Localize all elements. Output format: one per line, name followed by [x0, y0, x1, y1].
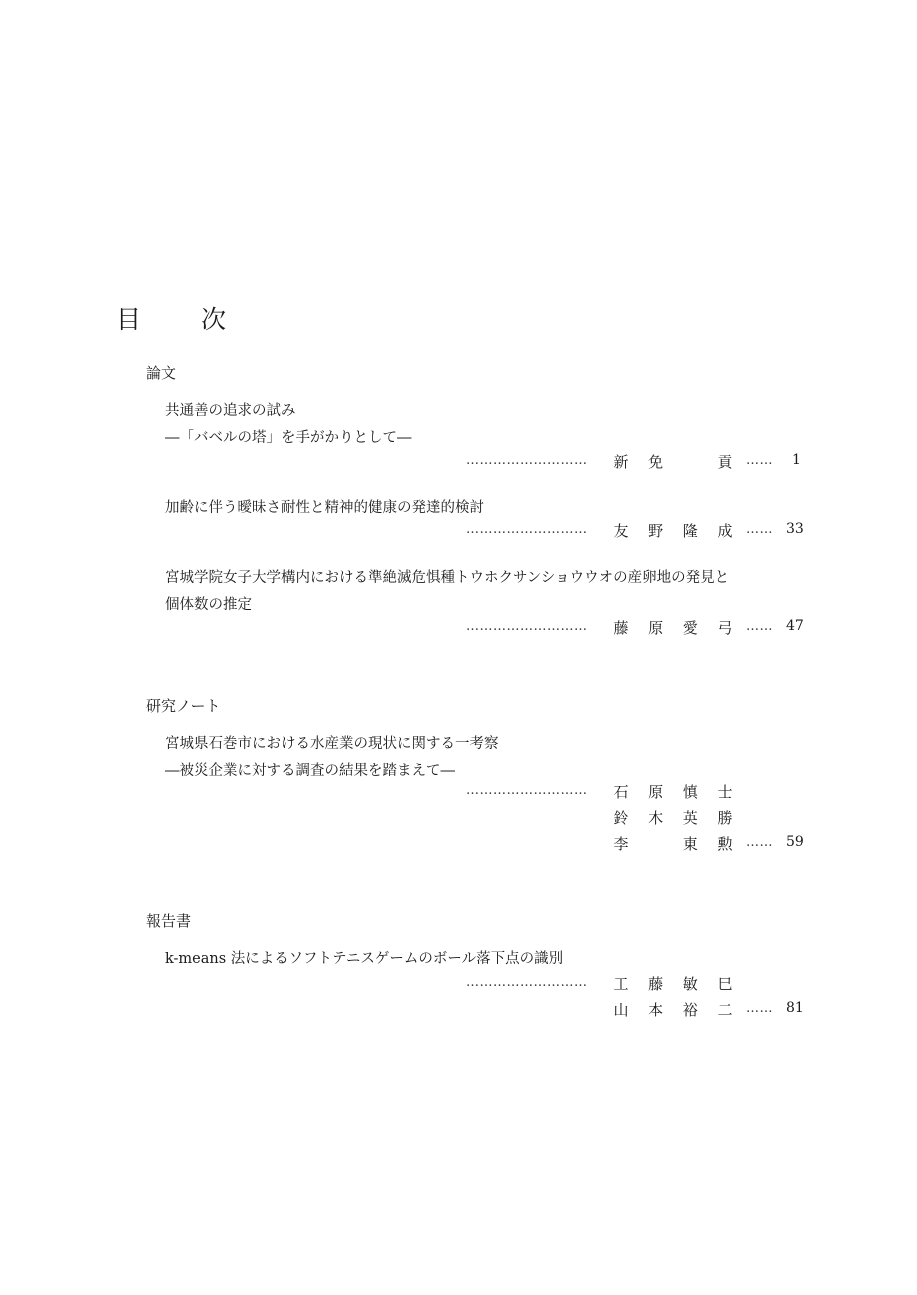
dot-leader: …… — [746, 522, 773, 537]
section-heading: 論文 — [146, 364, 177, 382]
dot-leader: …… — [746, 1001, 773, 1016]
author-name: 山 本 裕 二 — [613, 1001, 733, 1019]
page-number: 33 — [786, 521, 804, 537]
section-heading: 研究ノート — [146, 697, 221, 715]
page-number: 1 — [792, 452, 801, 468]
author-name: 新 免 貢 — [613, 453, 733, 471]
page-number: 59 — [786, 834, 804, 850]
entry-title[interactable]: 共通善の追求の試み — [165, 403, 296, 419]
entry-title[interactable]: 宮城県石巻市における水産業の現状に関する一考察 — [165, 736, 499, 752]
dot-leader: ……………………… — [466, 522, 588, 537]
dot-leader: …… — [746, 835, 773, 850]
dot-leader: ……………………… — [466, 783, 588, 798]
section-heading: 報告書 — [146, 912, 192, 930]
page-number: 47 — [786, 618, 804, 634]
dot-leader: ……………………… — [466, 453, 588, 468]
author-name: 藤 原 愛 弓 — [613, 619, 733, 637]
entry-title-continued[interactable]: 個体数の推定 — [165, 597, 252, 613]
entry-subtitle[interactable]: ―「バベルの塔」を手がかりとして― — [165, 430, 412, 446]
dot-leader: ……………………… — [466, 975, 588, 990]
entry-title[interactable]: 宮城学院女子大学構内における準絶滅危惧種トウホクサンショウウオの産卵地の発見と — [165, 570, 730, 586]
dot-leader: ……………………… — [466, 619, 588, 634]
author-name: 友 野 隆 成 — [613, 522, 733, 540]
author-name: 鈴 木 英 勝 — [613, 809, 733, 827]
entry-title[interactable]: 加齢に伴う曖昧さ耐性と精神的健康の発達的検討 — [165, 500, 484, 516]
page-number: 81 — [786, 1000, 804, 1016]
author-name: 石 原 慎 士 — [613, 783, 733, 801]
entry-title[interactable]: k-means 法によるソフトテニスゲームのボール落下点の識別 — [165, 951, 564, 967]
dot-leader: …… — [746, 453, 773, 468]
author-name: 李 東 勲 — [613, 835, 733, 853]
dot-leader: …… — [746, 619, 773, 634]
entry-subtitle[interactable]: ―被災企業に対する調査の結果を踏まえて― — [165, 763, 455, 779]
author-name: 工 藤 敏 巳 — [613, 975, 733, 993]
page-title: 目 次 — [116, 305, 252, 334]
